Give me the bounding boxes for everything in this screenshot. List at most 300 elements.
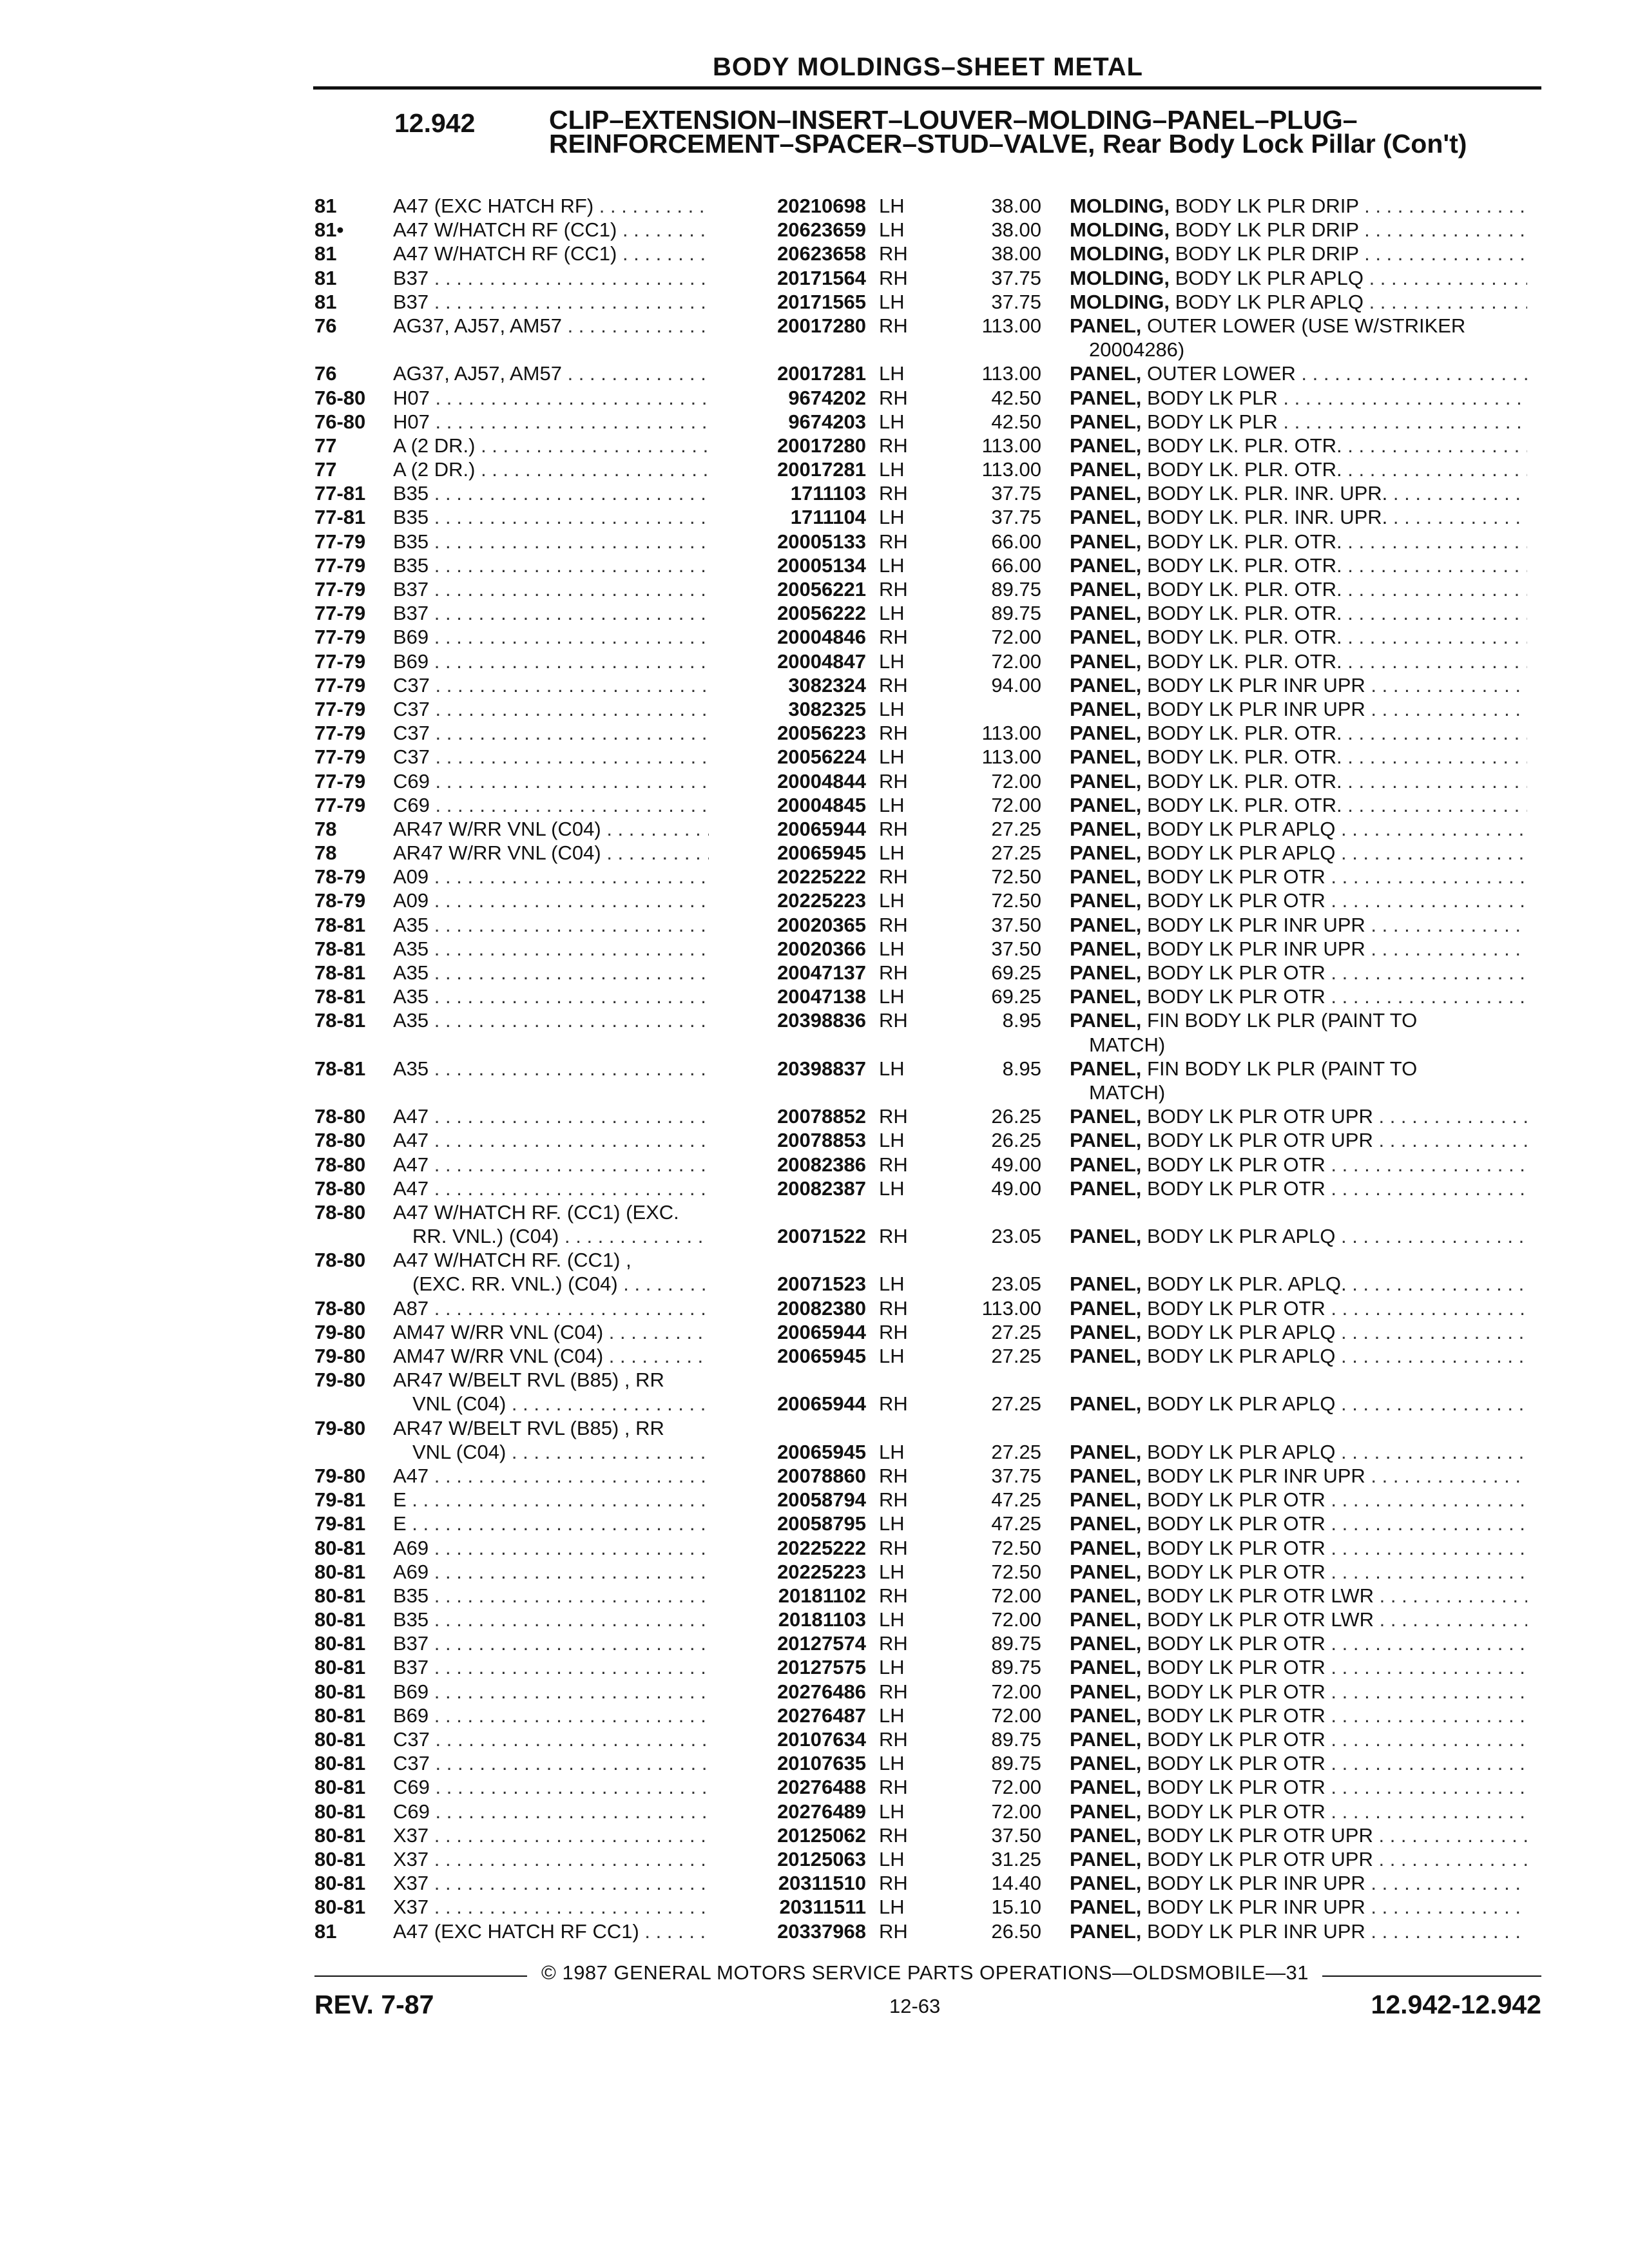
parts-row (0, 217, 1629, 241)
description-text: BODY LK PLR OTR (1141, 985, 1325, 1008)
part-number: 20337968 (709, 1920, 866, 1943)
part-description (1070, 770, 1527, 793)
description-text: BODY LK. PLR. OTR. (1141, 434, 1342, 457)
side-code: RH (879, 1320, 908, 1343)
description-text: BODY LK PLR APLQ (1141, 1440, 1336, 1463)
list-price: 113.00 (981, 434, 1041, 457)
side-code: RH (879, 578, 908, 601)
part-description (1070, 1177, 1527, 1200)
model-year: 77-79 (314, 673, 366, 697)
description-text: BODY LK. PLR. INR. UPR. (1141, 506, 1388, 529)
copyright-line: © 1987 GENERAL MOTORS SERVICE PARTS OPERATIONS—OLDSMOBILE—31 (541, 1961, 1309, 1984)
description-keyword: PANEL, (1070, 1584, 1142, 1607)
side-code: RH (879, 1105, 908, 1128)
model-year: 77-79 (314, 530, 366, 553)
description-keyword: PANEL, (1070, 1896, 1142, 1919)
description-text: FIN BODY LK PLR (PAINT TO (1141, 1057, 1418, 1080)
part-number: 20082386 (709, 1153, 866, 1177)
parts-row (0, 744, 1629, 768)
part-description (1070, 841, 1527, 865)
description-text: BODY LK PLR OTR (1141, 1560, 1325, 1583)
model-application: C69 . . . (393, 794, 735, 817)
model-year: 78-80 (314, 1296, 366, 1320)
description-keyword: MOLDING, (1070, 195, 1170, 217)
side-code: RH (879, 314, 908, 337)
model-year: 76-80 (314, 410, 366, 433)
running-head: BODY MOLDINGS–SHEET METAL (712, 53, 1143, 81)
description-keyword: PANEL, (1070, 434, 1142, 457)
parts-row (0, 673, 1629, 697)
list-price: 89.75 (991, 1728, 1041, 1751)
model-application: A09 . . . (393, 865, 735, 889)
part-number: 20623658 (709, 242, 866, 265)
part-number: 20225222 (709, 1537, 866, 1560)
description-text: BODY LK PLR OTR (1141, 1728, 1325, 1751)
description-text: BODY LK. PLR. OTR. (1141, 745, 1342, 769)
model-year: 79-80 (314, 1416, 366, 1439)
parts-row (0, 1152, 1629, 1176)
description-text: BODY LK PLR (1141, 386, 1278, 409)
part-description (1070, 722, 1527, 745)
description-text: BODY LK PLR OTR (1141, 1680, 1325, 1703)
parts-row (0, 1032, 1629, 1056)
parts-row (0, 649, 1629, 673)
part-number: 20056221 (709, 578, 866, 601)
parts-row (0, 1391, 1629, 1415)
parts-row (0, 1535, 1629, 1559)
description-keyword: PANEL, (1070, 1392, 1142, 1416)
model-application: A35 . . . (393, 961, 735, 985)
model-application: A47 . . . (393, 1465, 735, 1488)
part-number: 20107635 (709, 1752, 866, 1775)
description-text: BODY LK PLR. APLQ. (1141, 1273, 1347, 1296)
description-keyword: PANEL, (1070, 1776, 1142, 1799)
description-keyword: PANEL, (1070, 1320, 1142, 1343)
description-text: BODY LK PLR INR UPR (1141, 1464, 1365, 1487)
model-application: X37 . . . (393, 1896, 735, 1919)
model-application: E . . . (393, 1488, 735, 1512)
parts-row (0, 553, 1629, 577)
side-code: LH (879, 1440, 905, 1463)
model-application: B35 . . . (393, 530, 735, 553)
part-description (1070, 1225, 1527, 1248)
model-year: 80-81 (314, 1896, 366, 1919)
description-keyword: PANEL, (1070, 578, 1142, 601)
part-number: 9674203 (709, 410, 866, 434)
model-application: H07 . . . (393, 387, 735, 410)
description-keyword: PANEL, (1070, 913, 1142, 936)
section-range: 12.942-12.942 (1371, 1990, 1541, 2019)
part-description (1070, 1608, 1527, 1631)
description-keyword: PANEL, (1070, 1680, 1142, 1703)
model-application: A35 . . . (393, 985, 735, 1008)
model-year: 78-81 (314, 1009, 366, 1032)
part-description (1070, 434, 1527, 457)
parts-row (0, 1271, 1629, 1295)
model-application: AR47 W/RR VNL (C04) . . . (393, 818, 735, 841)
side-code: RH (879, 1680, 908, 1703)
parts-row (0, 864, 1629, 888)
model-application: AG37, AJ57, AM57 . . . (393, 362, 735, 385)
model-application: A47 . . . (393, 1129, 735, 1152)
side-code: LH (879, 1847, 905, 1870)
side-code: LH (879, 290, 905, 313)
parts-row (0, 1583, 1629, 1607)
part-number: 3082324 (709, 674, 866, 697)
part-number: 20311510 (709, 1872, 866, 1895)
description-text: BODY LK. PLR. OTR. (1141, 602, 1342, 625)
section-title: CLIP–EXTENSION–INSERT–LOUVER–MOLDING–PANEL–PLUG–REINFORCEMENT–SPACER–STUD–VALVE, Rear Body Lock Pillar (Con't) (549, 105, 1467, 159)
side-code: RH (879, 242, 908, 265)
part-description (1070, 1537, 1527, 1560)
description-text: BODY LK PLR OTR UPR (1141, 1105, 1373, 1128)
model-application: C37 . . . (393, 1752, 735, 1775)
model-application: A47 . . . (393, 1105, 735, 1128)
part-number: 20276488 (709, 1776, 866, 1799)
description-keyword: PANEL, (1070, 1153, 1142, 1176)
parts-row (0, 193, 1629, 217)
part-description (1070, 698, 1527, 721)
description-keyword: PANEL, (1070, 1009, 1142, 1032)
model-application: A (2 DR.) . . . (393, 434, 735, 457)
model-application: B69 . . . (393, 650, 735, 673)
part-number: 20082380 (709, 1297, 866, 1320)
parts-row (0, 529, 1629, 553)
side-code: RH (879, 482, 908, 505)
model-application: A47 . . . (393, 1177, 735, 1200)
list-price: 72.00 (991, 793, 1041, 816)
part-description (1070, 482, 1527, 505)
model-year: 80-81 (314, 1823, 366, 1847)
list-price: 38.00 (991, 195, 1041, 217)
description-keyword: PANEL, (1070, 602, 1142, 625)
description-text: OUTER LOWER (1141, 362, 1296, 385)
model-application: A47 . . . (393, 1153, 735, 1177)
parts-row (0, 1008, 1629, 1032)
model-year: 77-79 (314, 793, 366, 816)
description-text: BODY LK PLR OTR (1141, 1704, 1325, 1727)
description-text: BODY LK PLR OTR LWR (1141, 1584, 1374, 1607)
part-number: 20181103 (709, 1608, 866, 1631)
list-price: 72.00 (991, 1704, 1041, 1727)
side-code: RH (879, 1153, 908, 1176)
model-application: AM47 W/RR VNL (C04) . . . (393, 1321, 735, 1344)
part-number: 20058795 (709, 1512, 866, 1535)
list-price: 89.75 (991, 1752, 1041, 1775)
part-number: 20127575 (709, 1656, 866, 1679)
side-code: LH (879, 937, 905, 960)
model-application: (EXC. RR. VNL.) (C04) . . . (412, 1273, 735, 1296)
description-keyword: PANEL, (1070, 1728, 1142, 1751)
list-price: 37.50 (991, 913, 1041, 936)
list-price: 72.50 (991, 1536, 1041, 1559)
part-description (1070, 1321, 1527, 1344)
part-description (1070, 1920, 1527, 1943)
parts-row (0, 361, 1629, 385)
list-price: 26.25 (991, 1105, 1041, 1128)
side-code: LH (879, 1560, 905, 1583)
model-year: 79-81 (314, 1512, 366, 1535)
description-text: BODY LK. PLR. OTR. (1141, 553, 1342, 577)
description-continuation: MATCH) (1089, 1033, 1166, 1056)
side-code: RH (879, 1632, 908, 1655)
part-number: 20004846 (709, 626, 866, 649)
model-year: 76 (314, 362, 337, 385)
parts-row (0, 1367, 1629, 1391)
model-year: 78 (314, 841, 337, 865)
side-code: RH (879, 266, 908, 289)
model-application: B35 . . . (393, 506, 735, 529)
parts-row (0, 816, 1629, 840)
part-description (1070, 1752, 1527, 1775)
parts-row (0, 1176, 1629, 1200)
description-keyword: PANEL, (1070, 1919, 1142, 1943)
list-price: 72.00 (991, 1584, 1041, 1607)
side-code: RH (879, 1823, 908, 1847)
part-description (1070, 1561, 1527, 1584)
model-application: A87 . . . (393, 1297, 735, 1320)
description-keyword: PANEL, (1070, 1752, 1142, 1775)
model-application: A47 W/HATCH RF. (CC1) (EXC. (393, 1200, 679, 1224)
model-application: B37 . . . (393, 267, 735, 290)
description-keyword: PANEL, (1070, 649, 1142, 673)
list-price: 69.25 (991, 985, 1041, 1008)
model-year: 77-79 (314, 769, 366, 793)
model-application: B37 . . . (393, 291, 735, 314)
list-price: 27.25 (991, 817, 1041, 840)
parts-row (0, 1847, 1629, 1870)
side-code: LH (879, 410, 905, 433)
part-number: 20005133 (709, 530, 866, 553)
side-code: LH (879, 1512, 905, 1535)
model-year: 81 (314, 290, 337, 313)
part-number: 20171565 (709, 291, 866, 314)
model-application: C37 . . . (393, 1728, 735, 1751)
part-description (1070, 387, 1527, 410)
list-price: 72.00 (991, 1680, 1041, 1703)
list-price: 27.25 (991, 1320, 1041, 1343)
part-description (1070, 1512, 1527, 1535)
parts-row (0, 1631, 1629, 1655)
model-year: 77-79 (314, 697, 366, 720)
parts-row (0, 1607, 1629, 1631)
part-description (1070, 1153, 1527, 1177)
model-year: 81• (314, 218, 344, 242)
list-price: 23.05 (991, 1225, 1041, 1248)
parts-row (0, 1463, 1629, 1487)
description-keyword: MOLDING, (1070, 266, 1170, 289)
model-year: 79-80 (314, 1320, 366, 1343)
parts-row (0, 1343, 1629, 1367)
description-text: BODY LK PLR OTR (1141, 1488, 1325, 1512)
model-year: 76 (314, 314, 337, 337)
list-price: 37.75 (991, 506, 1041, 529)
side-code: RH (879, 1296, 908, 1320)
side-code: RH (879, 434, 908, 457)
list-price: 72.00 (991, 649, 1041, 673)
description-keyword: PANEL, (1070, 1823, 1142, 1847)
side-code: LH (879, 458, 905, 481)
part-description (1070, 530, 1527, 553)
description-text: BODY LK. PLR. OTR. (1141, 649, 1342, 673)
description-keyword: PANEL, (1070, 1345, 1142, 1367)
parts-row (0, 936, 1629, 960)
list-price: 72.00 (991, 1800, 1041, 1823)
part-number: 20276487 (709, 1704, 866, 1727)
description-text: BODY LK. PLR. OTR. (1141, 722, 1342, 745)
model-application: A69 . . . (393, 1537, 735, 1560)
part-number: 20071522 (709, 1225, 866, 1248)
parts-row (0, 601, 1629, 624)
description-keyword: PANEL, (1070, 1225, 1142, 1248)
description-keyword: PANEL, (1070, 793, 1142, 816)
part-number: 20078853 (709, 1129, 866, 1152)
description-keyword: MOLDING, (1070, 290, 1170, 313)
description-text: BODY LK. PLR. INR. UPR. (1141, 482, 1388, 505)
list-price: 49.00 (991, 1177, 1041, 1200)
part-description (1070, 1584, 1527, 1608)
side-code: RH (879, 1872, 908, 1895)
part-number: 20171564 (709, 267, 866, 290)
model-year: 81 (314, 195, 337, 217)
description-text: BODY LK PLR APLQ (1141, 841, 1336, 865)
model-year: 80-81 (314, 1608, 366, 1631)
side-code: RH (879, 1776, 908, 1799)
part-number: 20004844 (709, 770, 866, 793)
part-description (1070, 1776, 1527, 1799)
description-text: BODY LK PLR OTR UPR (1141, 1823, 1373, 1847)
parts-row (0, 337, 1629, 361)
model-application: C69 . . . (393, 770, 735, 793)
description-keyword: PANEL, (1070, 817, 1142, 840)
part-description (1070, 1848, 1527, 1871)
description-text: BODY LK PLR APLQ (1141, 1345, 1336, 1367)
list-price: 27.25 (991, 841, 1041, 865)
description-text: BODY LK. PLR. OTR. (1141, 793, 1342, 816)
part-description (1070, 1465, 1527, 1488)
side-code: RH (879, 673, 908, 697)
part-number: 20225223 (709, 1561, 866, 1584)
model-year: 77-79 (314, 578, 366, 601)
parts-row (0, 697, 1629, 720)
part-number: 20078860 (709, 1465, 866, 1488)
model-application: B37 . . . (393, 578, 735, 601)
side-code: RH (879, 1009, 908, 1032)
part-number: 20004845 (709, 794, 866, 817)
part-description (1070, 195, 1527, 218)
parts-row (0, 1200, 1629, 1224)
description-text: BODY LK PLR INR UPR (1141, 1919, 1365, 1943)
list-price: 31.25 (991, 1847, 1041, 1870)
description-keyword: PANEL, (1070, 1464, 1142, 1487)
side-code: RH (879, 530, 908, 553)
list-price: 49.00 (991, 1153, 1041, 1176)
part-description (1070, 1129, 1527, 1152)
part-description (1070, 602, 1527, 625)
part-number: 20311511 (709, 1896, 866, 1919)
model-application: B35 . . . (393, 1608, 735, 1631)
parts-row (0, 960, 1629, 984)
description-keyword: PANEL, (1070, 1105, 1142, 1128)
description-keyword: PANEL, (1070, 1608, 1142, 1631)
model-year: 80-81 (314, 1752, 366, 1775)
model-year: 77-81 (314, 482, 366, 505)
description-keyword: MOLDING, (1070, 218, 1170, 242)
description-text: BODY LK PLR INR UPR (1141, 1872, 1365, 1895)
part-number: 20225222 (709, 865, 866, 889)
parts-row (0, 769, 1629, 793)
model-application: A09 . . . (393, 889, 735, 912)
side-code: RH (879, 913, 908, 936)
description-continuation: 20004286) (1089, 338, 1185, 361)
list-price: 113.00 (981, 362, 1041, 385)
list-price: 47.25 (991, 1488, 1041, 1512)
parts-row (0, 409, 1629, 433)
description-text: BODY LK PLR OTR (1141, 1536, 1325, 1559)
part-number: 20398837 (709, 1057, 866, 1081)
list-price: 38.00 (991, 242, 1041, 265)
description-text: BODY LK PLR INR UPR (1141, 937, 1365, 960)
description-keyword: PANEL, (1070, 386, 1142, 409)
model-application: B35 . . . (393, 1584, 735, 1608)
parts-row (0, 265, 1629, 289)
model-year: 78-80 (314, 1129, 366, 1152)
page-number: 12-63 (889, 1995, 941, 2017)
description-text: BODY LK PLR APLQ (1141, 1225, 1336, 1248)
description-keyword: PANEL, (1070, 1512, 1142, 1535)
model-application: X37 . . . (393, 1824, 735, 1847)
model-year: 78-80 (314, 1200, 366, 1224)
model-year: 78-79 (314, 889, 366, 912)
parts-row (0, 1679, 1629, 1703)
description-keyword: PANEL, (1070, 865, 1142, 889)
part-description (1070, 961, 1527, 985)
model-application: B69 . . . (393, 626, 735, 649)
parts-row (0, 1870, 1629, 1894)
list-price: 37.50 (991, 937, 1041, 960)
list-price: 113.00 (981, 1296, 1041, 1320)
part-number: 20398836 (709, 1009, 866, 1032)
parts-row (0, 1320, 1629, 1343)
part-description (1070, 889, 1527, 912)
parts-row (0, 241, 1629, 265)
model-year: 79-80 (314, 1369, 366, 1392)
part-description (1070, 554, 1527, 577)
model-year: 80-81 (314, 1536, 366, 1559)
part-description (1070, 1824, 1527, 1847)
parts-row (0, 1128, 1629, 1151)
part-description (1070, 794, 1527, 817)
model-year: 78-81 (314, 1057, 366, 1080)
side-code: LH (879, 1896, 905, 1919)
parts-row (0, 1655, 1629, 1678)
part-description (1070, 1632, 1527, 1655)
parts-row (0, 912, 1629, 936)
part-number: 20125063 (709, 1848, 866, 1871)
model-year: 77-79 (314, 626, 366, 649)
model-year: 78-80 (314, 1249, 366, 1272)
model-application: X37 . . . (393, 1872, 735, 1895)
description-text: BODY LK PLR OTR (1141, 1752, 1325, 1775)
side-code: LH (879, 218, 905, 242)
parts-list (0, 193, 1629, 1943)
description-text: BODY LK. PLR. OTR. (1141, 530, 1342, 553)
description-text: BODY LK PLR APLQ (1141, 817, 1336, 840)
part-number: 20078852 (709, 1105, 866, 1128)
parts-row (0, 313, 1629, 337)
description-keyword: PANEL, (1070, 769, 1142, 793)
side-code: LH (879, 841, 905, 865)
